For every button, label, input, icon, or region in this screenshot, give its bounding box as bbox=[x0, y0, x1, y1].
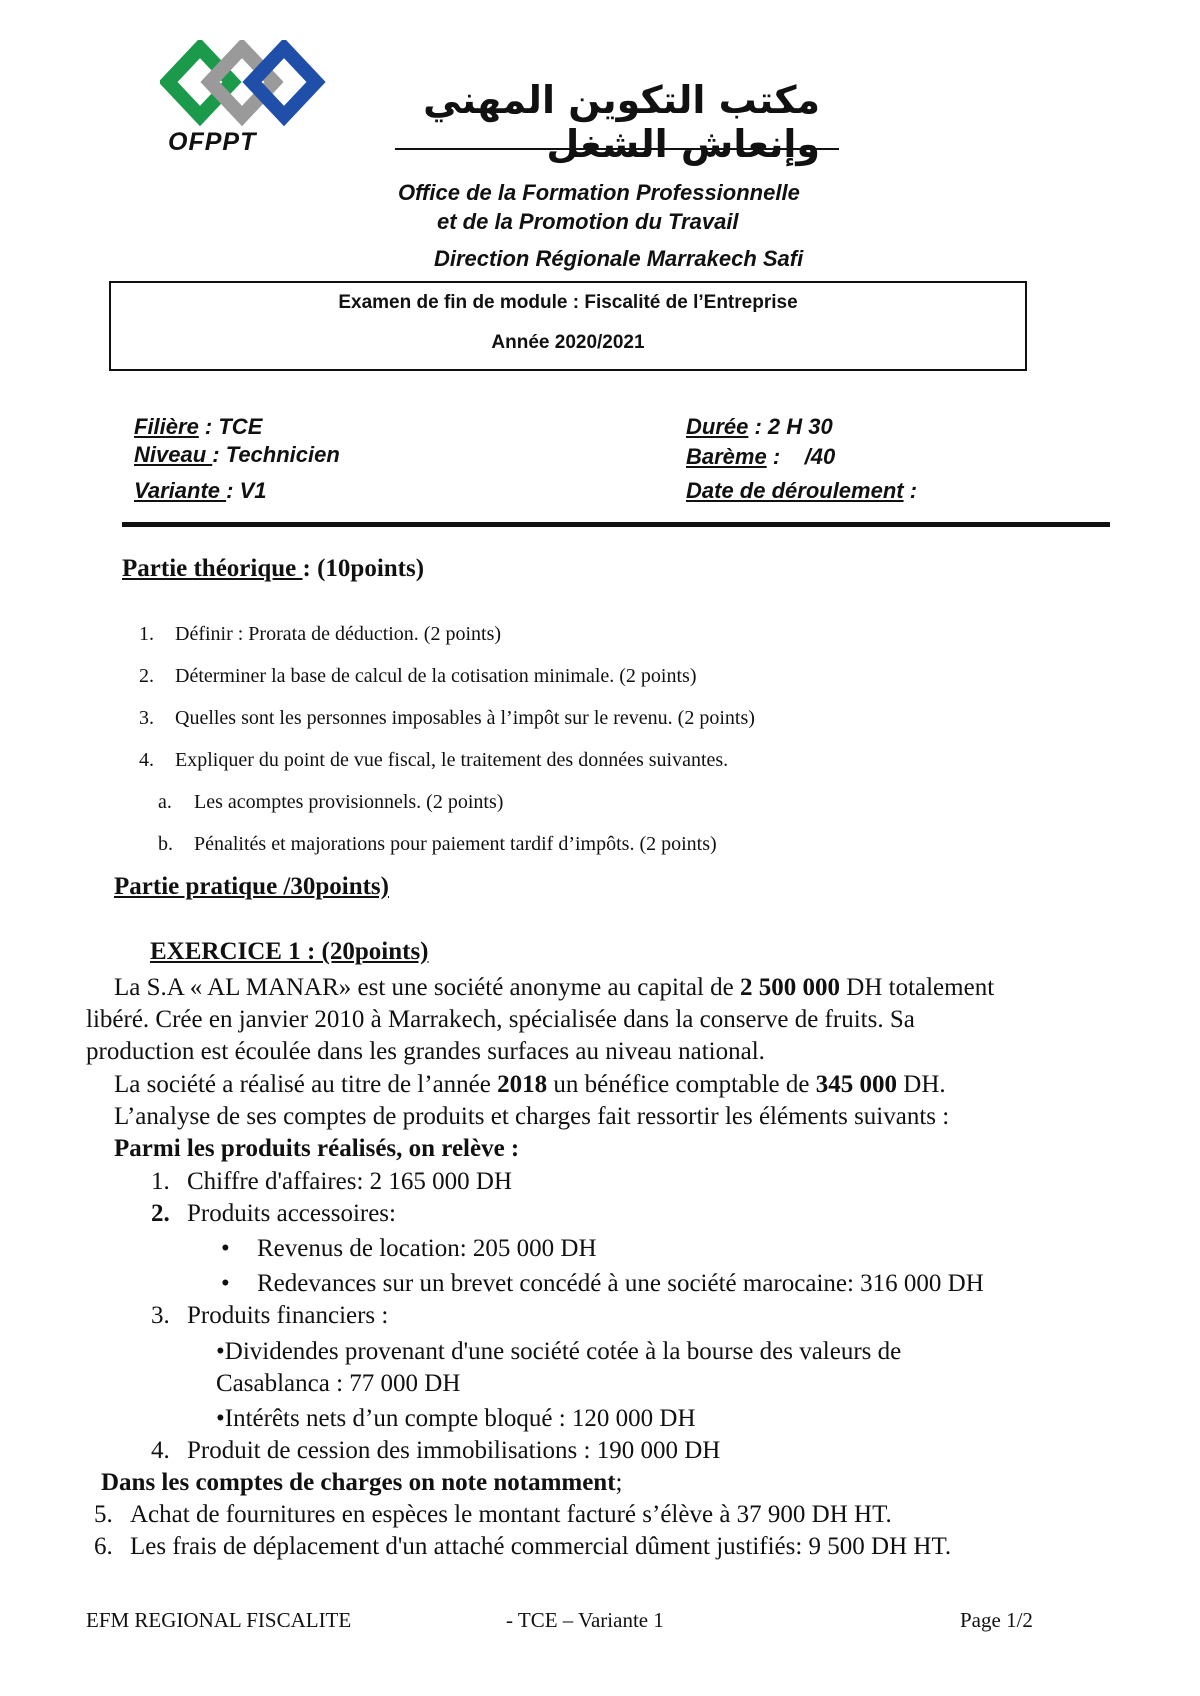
meta-filiere: Filière : TCE bbox=[134, 414, 263, 439]
bullet-item: • Revenus de location: 205 000 DH bbox=[221, 1235, 597, 1262]
logo-text: OFPPT bbox=[168, 128, 257, 156]
theory-subquestion: b. Pénalités et majorations pour paiement tardif d’impôts. (2 points) bbox=[158, 833, 717, 855]
charges-heading: Dans les comptes de charges on note notamment; bbox=[101, 1469, 623, 1496]
logo-blue-diamond bbox=[252, 48, 316, 116]
exam-year: Année 2020/2021 bbox=[491, 332, 645, 353]
arabic-underline bbox=[395, 148, 839, 150]
intro-line: L’analyse de ses comptes de produits et charges fait ressortir les éléments suivants : bbox=[114, 1103, 950, 1130]
org-line-2: et de la Promotion du Travail bbox=[437, 209, 739, 234]
list-item: 3. Produits financiers : bbox=[151, 1302, 389, 1329]
meta-duree: Durée : 2 H 30 bbox=[686, 414, 833, 439]
products-heading: Parmi les produits réalisés, on relève : bbox=[114, 1135, 520, 1162]
exam-title: Examen de fin de module : Fiscalité de l’Entreprise bbox=[338, 292, 798, 313]
theory-heading: Partie théorique : (10points) bbox=[122, 555, 425, 582]
theory-subquestion: a. Les acomptes provisionnels. (2 points) bbox=[158, 791, 504, 813]
footer-left: EFM REGIONAL FISCALITE bbox=[86, 1608, 352, 1632]
meta-bareme: Barème : /40 bbox=[686, 444, 836, 469]
bullet-item: •Dividendes provenant d'une société cotée à la bourse des valeurs de bbox=[216, 1338, 902, 1365]
intro-line: libéré. Crée en janvier 2010 à Marrakech, spécialisée dans la conserve de fruits. Sa bbox=[86, 1006, 915, 1033]
intro-line: La société a réalisé au titre de l’année 2018 un bénéfice comptable de 345 000 DH. bbox=[114, 1071, 946, 1098]
bullet-icon: • bbox=[216, 1338, 225, 1365]
bullet-icon: • bbox=[216, 1405, 225, 1432]
theory-question: 3. Quelles sont les personnes imposables à l’impôt sur le revenu. (2 points) bbox=[139, 707, 755, 729]
arabic-title: مكتب التكوين المهني وإنعاش الشغل bbox=[423, 78, 820, 166]
org-line-1: Office de la Formation Professionnelle bbox=[398, 180, 800, 205]
bullet-icon: • bbox=[221, 1270, 230, 1297]
logo-green-diamond bbox=[168, 48, 232, 116]
meta-date: Date de déroulement : bbox=[686, 478, 918, 503]
theory-question: 1. Définir : Prorata de déduction. (2 points) bbox=[139, 623, 502, 645]
intro-line: La S.A « AL MANAR» est une société anonyme au capital de 2 500 000 DH totalement bbox=[114, 974, 995, 1001]
bullet-item: • Redevances sur un brevet concédé à une société marocaine: 316 000 DH bbox=[221, 1270, 984, 1297]
meta-variante: Variante : V1 bbox=[134, 478, 267, 503]
list-item: 2. Produits accessoires: bbox=[151, 1200, 396, 1227]
practice-heading: Partie pratique /30points) bbox=[114, 873, 389, 900]
bullet-item: •Intérêts nets d’un compte bloqué : 120 000 DH bbox=[216, 1405, 696, 1432]
footer-page-number: Page 1/2 bbox=[960, 1608, 1033, 1632]
org-line-3: Direction Régionale Marrakech Safi bbox=[434, 246, 804, 271]
bullet-item-continuation: Casablanca : 77 000 DH bbox=[216, 1370, 461, 1397]
list-item: 4. Produit de cession des immobilisations : 190 000 DH bbox=[151, 1437, 721, 1464]
section-divider bbox=[122, 522, 1110, 527]
exercise-1-heading: EXERCICE 1 : (20points) bbox=[150, 938, 429, 965]
bullet-icon: • bbox=[221, 1235, 230, 1262]
list-item: 1. Chiffre d'affaires: 2 165 000 DH bbox=[151, 1168, 513, 1195]
theory-question: 4. Expliquer du point de vue fiscal, le traitement des données suivantes. bbox=[139, 749, 729, 771]
list-item: 6. Les frais de déplacement d'un attaché commercial dûment justifiés: 9 500 DH HT. bbox=[94, 1533, 952, 1560]
footer-center: - TCE – Variante 1 bbox=[506, 1608, 664, 1632]
intro-line: production est écoulée dans les grandes surfaces au niveau national. bbox=[86, 1038, 765, 1065]
logo-grey-diamond bbox=[210, 48, 274, 116]
list-item: 5. Achat de fournitures en espèces le montant facturé s’élève à 37 900 DH HT. bbox=[94, 1501, 892, 1528]
theory-question: 2. Déterminer la base de calcul de la cotisation minimale. (2 points) bbox=[139, 665, 697, 687]
meta-niveau: Niveau : Technicien bbox=[134, 442, 340, 467]
